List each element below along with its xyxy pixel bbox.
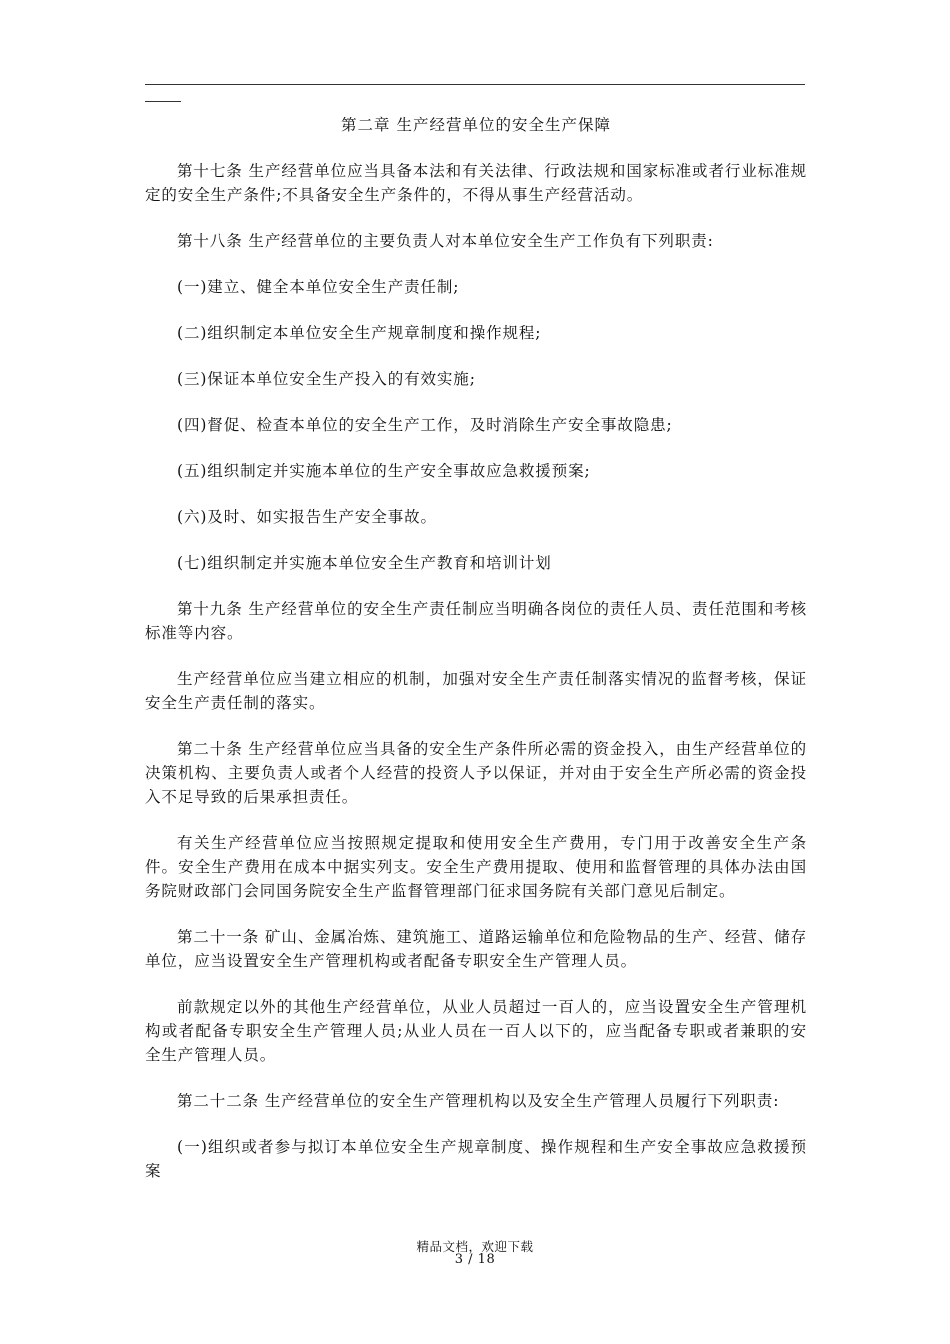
document-body <box>145 113 807 1205</box>
header-rule <box>145 84 805 85</box>
article-22-item-1: (一)组织或者参与拟订本单位安全生产规章制度、操作规程和生产安全事故应急救援预案 <box>145 1138 807 1180</box>
article-18-item-6: (六)及时、如实报告生产安全事故。 <box>177 508 437 526</box>
article-18: 第十八条 生产经营单位的主要负责人对本单位安全生产工作负有下列职责: <box>177 232 714 250</box>
chapter-title: 第二章 生产经营单位的安全生产保障 <box>341 116 611 134</box>
article-21-para-2: 前款规定以外的其他生产经营单位，从业人员超过一百人的，应当设置安全生产管理机构或者配备专职安全生产管理人员;从业人员在一百人以下的，应当配备专职或者兼职的安全生产管理人员。 <box>145 998 807 1064</box>
article-18-item-7: (七)组织制定并实施本单位安全生产教育和培训计划 <box>177 554 552 572</box>
article-19-para-2: 生产经营单位应当建立相应的机制，加强对安全生产责任制落实情况的监督考核，保证安全生产责任制的落实。 <box>145 670 807 712</box>
article-21: 第二十一条 矿山、金属冶炼、建筑施工、道路运输单位和危险物品的生产、经营、储存单位，应当设置安全生产管理机构或者配备专职安全生产管理人员。 <box>145 928 807 970</box>
article-18-item-5: (五)组织制定并实施本单位的生产安全事故应急救援预案; <box>177 462 591 480</box>
article-20-para-2: 有关生产经营单位应当按照规定提取和使用安全生产费用，专门用于改善安全生产条件。安全生产费用在成本中据实列支。安全生产费用提取、使用和监督管理的具体办法由国务院财政部门会同国务院安全生产监督管理部门征求国务院有关部门意见后制定。 <box>145 834 807 900</box>
article-18-item-2: (二)组织制定本单位安全生产规章制度和操作规程; <box>177 324 542 342</box>
page-number: 3 / 18 <box>454 1252 496 1267</box>
article-20: 第二十条 生产经营单位应当具备的安全生产条件所必需的资金投入，由生产经营单位的决策机构、主要负责人或者个人经营的投资人予以保证，并对由于安全生产所必需的资金投入不足导致的后果承担责任。 <box>145 740 807 806</box>
article-18-item-1: (一)建立、健全本单位安全生产责任制; <box>177 278 460 296</box>
article-22: 第二十二条 生产经营单位的安全生产管理机构以及安全生产管理人员履行下列职责: <box>177 1092 780 1110</box>
article-17: 第十七条 生产经营单位应当具备本法和有关法律、行政法规和国家标准或者行业标准规定的安全生产条件;不具备安全生产条件的，不得从事生产经营活动。 <box>145 162 807 204</box>
header-rule-tail <box>145 101 181 102</box>
footer-note: 精品文档，欢迎下载 <box>416 1239 534 1254</box>
article-18-item-3: (三)保证本单位安全生产投入的有效实施; <box>177 370 476 388</box>
article-18-item-4: (四)督促、检查本单位的安全生产工作，及时消除生产安全事故隐患; <box>177 416 673 434</box>
article-19: 第十九条 生产经营单位的安全生产责任制应当明确各岗位的责任人员、责任范围和考核标准等内容。 <box>145 600 807 642</box>
